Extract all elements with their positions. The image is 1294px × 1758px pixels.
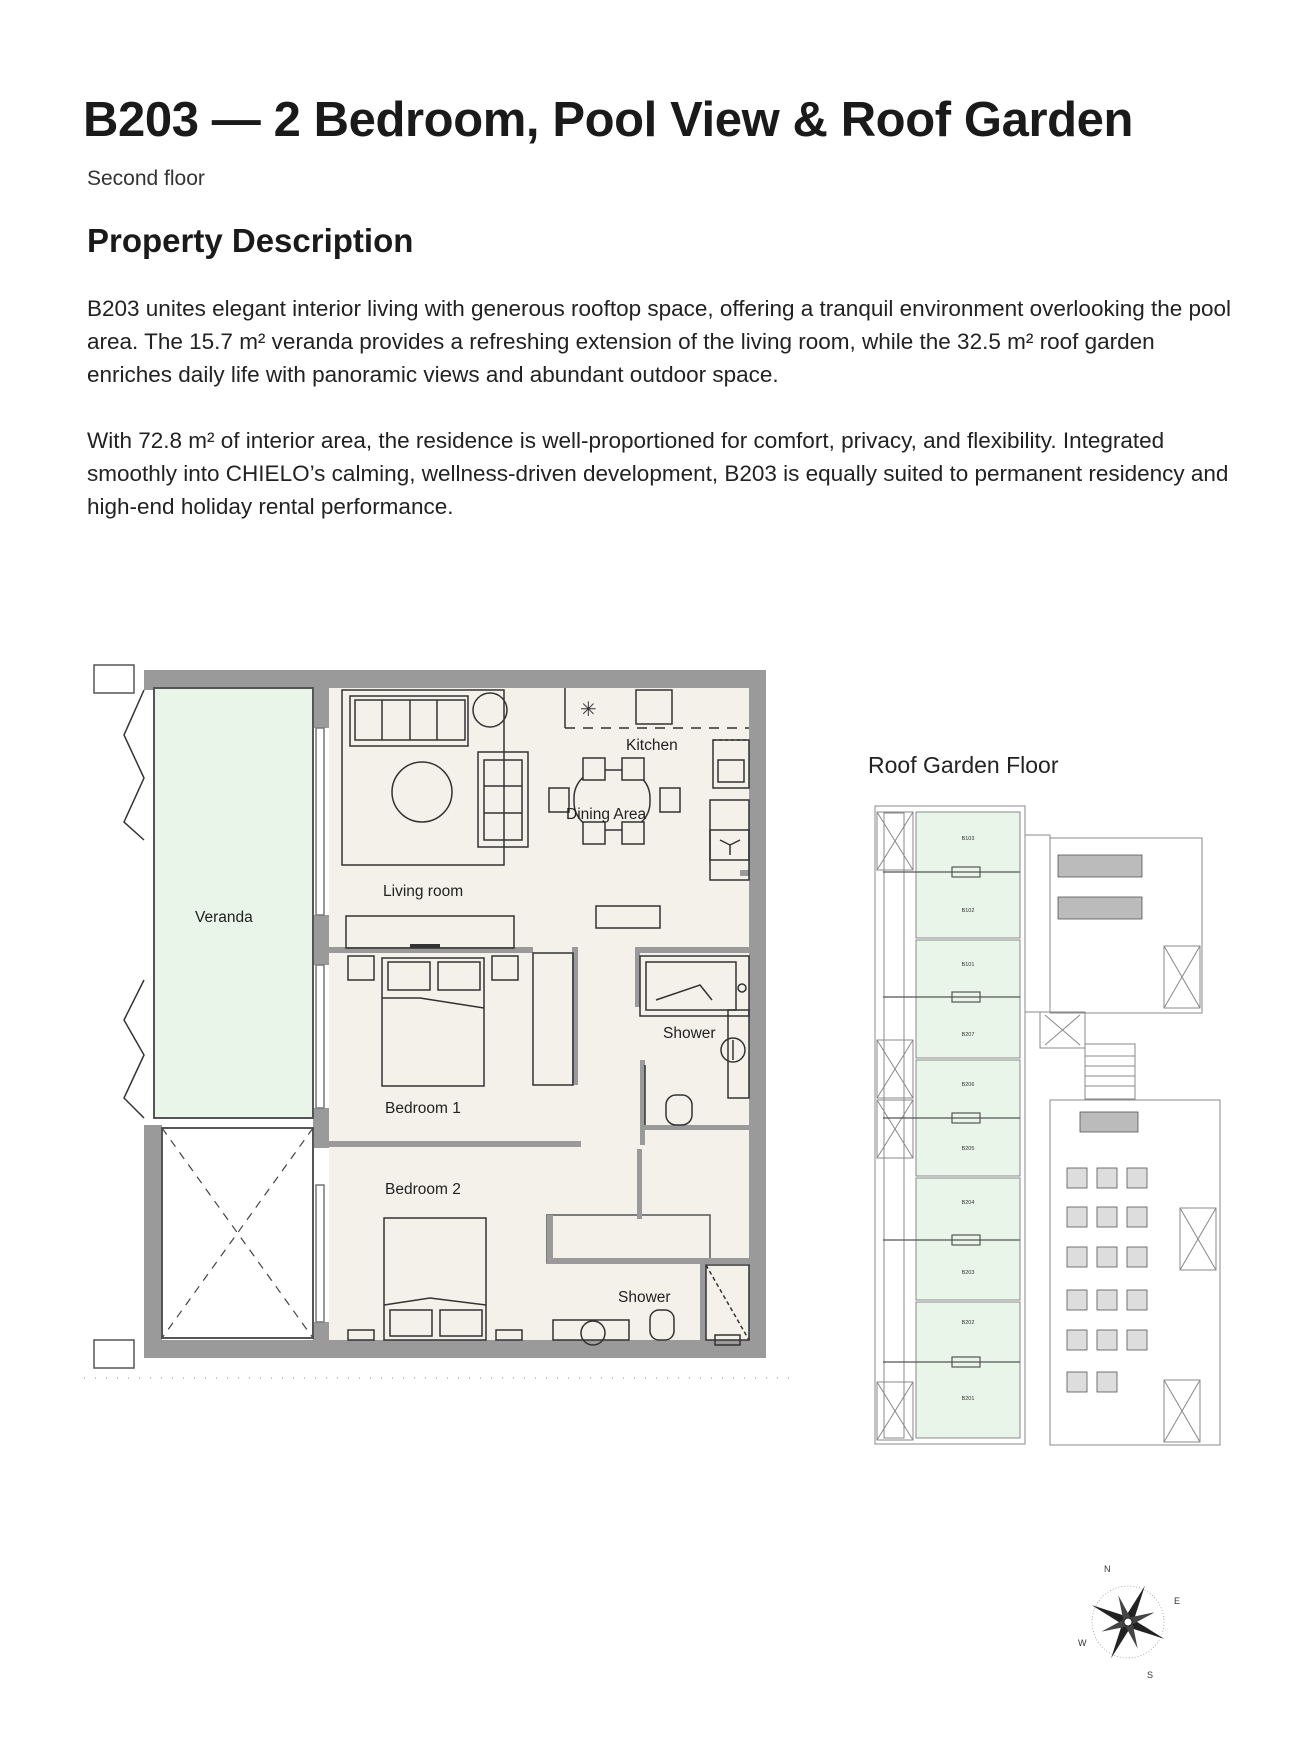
- label-dining-area: Dining Area: [566, 806, 647, 823]
- label-veranda: Veranda: [195, 909, 253, 926]
- roof-garden-plan: [855, 750, 1235, 1450]
- roof-unit-label: B206: [961, 1082, 975, 1088]
- description-paragraph-2: With 72.8 m² of interior area, the residence is well-proportioned for comfort, privacy, and flexibility. Integrated smoothly into CHIELO’s calming, wellness-driven development, B203 is equally suited to permanent residency and high-end holiday rental performance.: [87, 428, 1229, 519]
- compass-e: E: [1174, 1596, 1181, 1606]
- label-bedroom-2: Bedroom 2: [385, 1181, 461, 1198]
- compass-s: S: [1147, 1670, 1154, 1680]
- roof-unit-label: B203: [961, 1270, 975, 1276]
- label-shower-1: Shower: [663, 1025, 716, 1042]
- roof-unit-label: B102: [961, 908, 975, 914]
- roof-unit-label: B204: [961, 1200, 975, 1206]
- compass-rose-icon: [1070, 1560, 1200, 1690]
- label-shower-2: Shower: [618, 1289, 671, 1306]
- compass-w: W: [1078, 1638, 1087, 1648]
- roof-units: [916, 812, 1020, 1438]
- roof-unit-label: B201: [961, 1396, 975, 1402]
- page-title: B203 — 2 Bedroom, Pool View & Roof Garden: [83, 93, 1134, 147]
- label-kitchen: Kitchen: [626, 737, 678, 754]
- floor-plan: [80, 655, 800, 1385]
- label-living-room: Living room: [383, 883, 464, 900]
- veranda-area: [154, 688, 313, 1118]
- compass-n: N: [1104, 1564, 1111, 1574]
- description-heading: Property Description: [87, 222, 414, 259]
- description-paragraph-1: B203 unites elegant interior living with generous rooftop space, offering a tranquil environment overlooking the pool area. The 15.7 m² veranda provides a refreshing extension of the living room, while the 32.5 m² roof garden enriches daily life with panoramic views and abundant outdoor space.: [87, 296, 1232, 387]
- floor-label: Second floor: [87, 167, 205, 190]
- roof-unit-label: B103: [961, 836, 975, 842]
- roof-unit-label: B202: [961, 1320, 975, 1326]
- roof-unit-label: B207: [961, 1032, 975, 1038]
- svg-text:✳: ✳: [580, 699, 597, 721]
- roof-unit-label: B101: [961, 962, 975, 968]
- roof-unit-label: B205: [961, 1146, 975, 1152]
- label-bedroom-1: Bedroom 1: [385, 1100, 461, 1117]
- roof-garden-title: Roof Garden Floor: [868, 752, 1059, 778]
